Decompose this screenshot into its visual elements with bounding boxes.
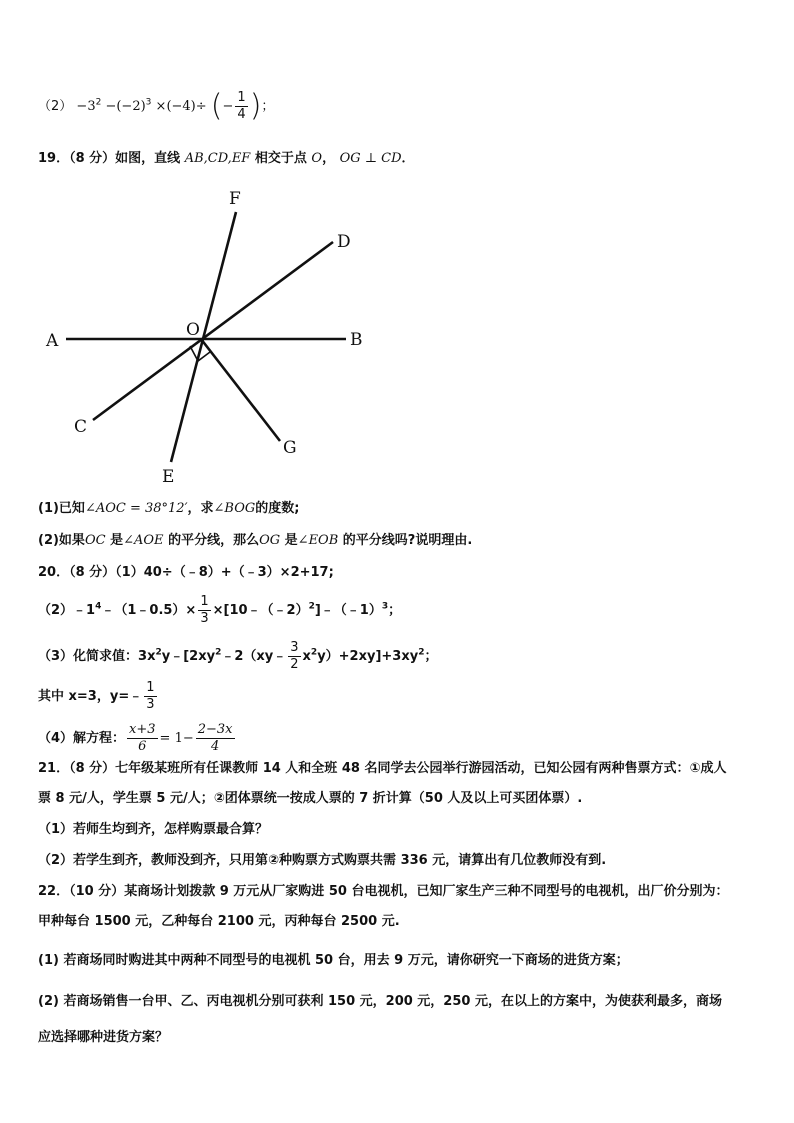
math-angle: ∠EOB [297,533,339,548]
math-angle: ∠AOC = 38°12′ [84,501,188,516]
question-21-line2 [38,790,582,808]
math-angle: ∠AOE [123,533,164,548]
fraction [144,680,156,713]
question-20-part1 [38,564,334,582]
label-f: F [229,189,241,209]
numerator: 1 [237,90,246,105]
expr-text: x [302,649,311,664]
punct: ； [424,649,438,664]
exponent: 2 [418,647,425,658]
numerator: 3 [290,640,299,655]
expr-text: 其中 x=3，y=﹣ [38,689,143,704]
expr-term: −(−2) [105,99,146,114]
exponent: 3 [381,601,389,612]
question-text: (1) 若商场同时购进其中两种不同型号的电视机 50 台，用去 9 万元，请你研究一下商场的进货方案； [38,953,629,968]
expr-term: −3 [76,99,96,114]
question-text: 22．（10 分）某商场计划拨款 9 万元从厂家购进 50 台电视机，已知厂家生产三种不同型号的电视机，出厂价分别为： [38,884,729,899]
question-text: 票 8 元/人，学生票 5 元/人；②团体票统一按成人票的 7 折计算（50 人及以上可买团体票）. [38,791,583,806]
question-text: 20．（8 分）（1）40÷（﹣8）+（﹣3）×2+17; [38,565,334,580]
math-angle: ∠BOG [213,501,256,516]
right-paren: ) [249,88,262,124]
question-text: 21．（8 分）七年级某班所有任课教师 14 人和全班 48 名同学去公园举行游园活动，已知公园有两种售票方式：①成人 [38,761,727,776]
punct: ． [401,151,415,166]
question-text: 甲种每台 1500 元，乙种每台 2100 元，丙种每台 2500 元. [38,914,400,929]
math-segment: OC [84,533,106,548]
question-text: 的平分线，那么 [168,533,260,548]
question-text: (2)如果 [38,533,85,548]
question-text: 是 [284,533,298,548]
question-20-part3 [38,640,437,673]
question-22-line1 [38,883,728,901]
numerator: 1 [146,680,155,695]
minus-sign: − [222,99,234,114]
fraction [127,722,158,755]
label-a: A [46,331,59,351]
label-c: C [74,417,88,437]
exponent: 2 [95,97,102,108]
exponent: 2 [215,647,222,658]
question-20-condition [38,680,159,713]
question-21-line1 [38,760,726,778]
question-text: 的度数; [255,501,300,516]
denominator: 3 [146,697,155,712]
question-text: （2）若学生到齐，教师没到齐，只用第②种购票方式购票共需 336 元，请算出有几位教师没有到. [38,853,607,868]
ray-og [201,339,280,441]
label-o: O [186,320,200,340]
question-text: 应选择哪种进货方案？ [38,1030,169,1045]
label-g: G [283,438,297,458]
left-paren: ( [210,88,223,124]
question-text: 是 [110,533,124,548]
question-22-part1 [38,952,629,970]
question-text: (2) 若商场销售一台甲、乙、丙电视机分别可获利 150 元，200 元，250 元，在以上的方案中，为使获利最多，商场 [38,994,722,1009]
question-text: ，求 [187,501,214,516]
exponent: 2 [155,647,162,658]
exponent: 4 [95,601,102,612]
question-21-part2 [38,852,606,870]
question-22-part2-line2 [38,1029,168,1047]
line-cd [93,242,333,420]
question-text: 相交于点 [254,151,307,166]
question-19-part1 [38,500,299,518]
exponent: 2 [310,647,318,658]
fraction [196,722,235,755]
denominator: 3 [200,611,209,626]
question-22-line2 [38,913,400,931]
question-text: （4）解方程： [38,731,126,746]
question-21-part1 [38,821,268,839]
fraction [288,640,300,673]
expr-text: ]﹣（﹣1） [314,603,382,618]
exponent: 2 [308,601,315,612]
expr-term: ×(−4)÷ [155,99,207,114]
question-19-part2 [38,532,472,550]
question-text: （1）若师生均到齐，怎样购票最合算？ [38,822,269,837]
label-e: E [162,467,175,487]
expr-text: ﹣（1﹣0.5）× [101,603,197,618]
punct: ； [261,99,275,114]
denominator: 4 [237,107,246,122]
math-point: O [311,151,323,166]
fraction [198,594,210,627]
numerator: 1 [200,594,209,609]
expr-text: ×[10﹣（﹣2） [212,603,309,618]
math-perp: OG ⊥ CD [339,151,402,166]
exponent: 3 [145,97,152,108]
math-lines: AB,CD,EF [184,151,251,166]
label-d: D [337,232,351,252]
denominator: 6 [138,739,147,754]
math-segment: OG [259,533,281,548]
question-20-part4 [38,722,237,755]
label-b: B [350,330,363,350]
question-text: 的平分线吗?说明理由. [342,533,473,548]
expr-text: （3）化简求值：3x [38,649,156,664]
part-label: （2） [38,99,73,114]
expr-text: y﹣[2xy [161,649,216,664]
question-text: 19．（8 分）如图，直线 [38,151,181,166]
expr-text: y）+2xy]+3xy [317,649,419,664]
question-text: (1)已知 [38,501,85,516]
punct: ， [322,151,336,166]
question-20-part2 [38,594,401,627]
numerator: 2−3x [197,722,233,737]
equals: = 1− [159,731,194,746]
expr-text: ﹣2（xy﹣ [221,649,287,664]
punct: ； [388,603,402,618]
numerator: x+3 [129,722,156,737]
denominator: 4 [211,739,220,754]
expr-text: （2）﹣1 [38,603,96,618]
denominator: 2 [290,657,299,672]
question-22-part2-line1 [38,993,722,1011]
